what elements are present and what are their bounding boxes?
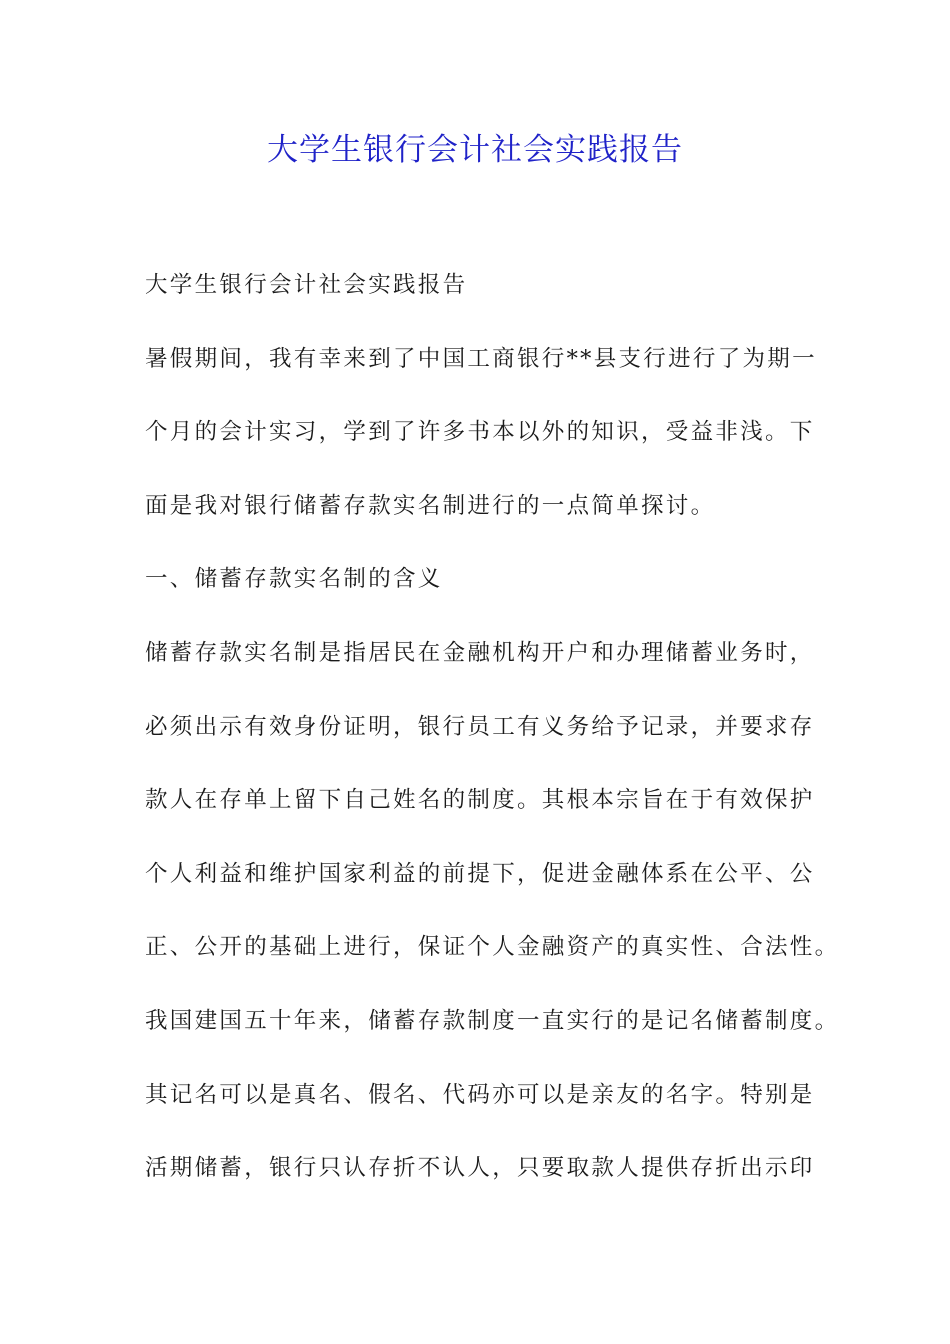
body-line: 款人在存单上留下自己姓名的制度。其根本宗旨在于有效保护 [145,787,815,814]
body-line: 活期储蓄，银行只认存折不认人，只要取款人提供存折出示印 [145,1155,815,1182]
body-line: 个人利益和维护国家利益的前提下，促进金融体系在公平、公 [145,860,815,887]
body-line: 必须出示有效身份证明，银行员工有义务给予记录，并要求存 [145,713,815,740]
body-line: 储蓄存款实名制是指居民在金融机构开户和办理储蓄业务时， [145,639,815,666]
body-line: 个月的会计实习，学到了许多书本以外的知识，受益非浅。下 [145,419,815,446]
body-line: 正、公开的基础上进行，保证个人金融资产的真实性、合法性。 [145,934,840,961]
section-heading: 一、储蓄存款实名制的含义 [145,566,443,593]
body-line: 其记名可以是真名、假名、代码亦可以是亲友的名字。特别是 [145,1081,815,1108]
document-body [145,266,840,1223]
body-line: 面是我对银行储蓄存款实名制进行的一点简单探讨。 [145,492,716,519]
document-title: 大学生银行会计社会实践报告 [267,132,683,168]
body-line: 暑假期间，我有幸来到了中国工商银行**县支行进行了为期一 [145,345,817,372]
body-line: 大学生银行会计社会实践报告 [145,272,468,298]
body-line: 我国建国五十年来，储蓄存款制度一直实行的是记名储蓄制度。 [145,1007,840,1034]
